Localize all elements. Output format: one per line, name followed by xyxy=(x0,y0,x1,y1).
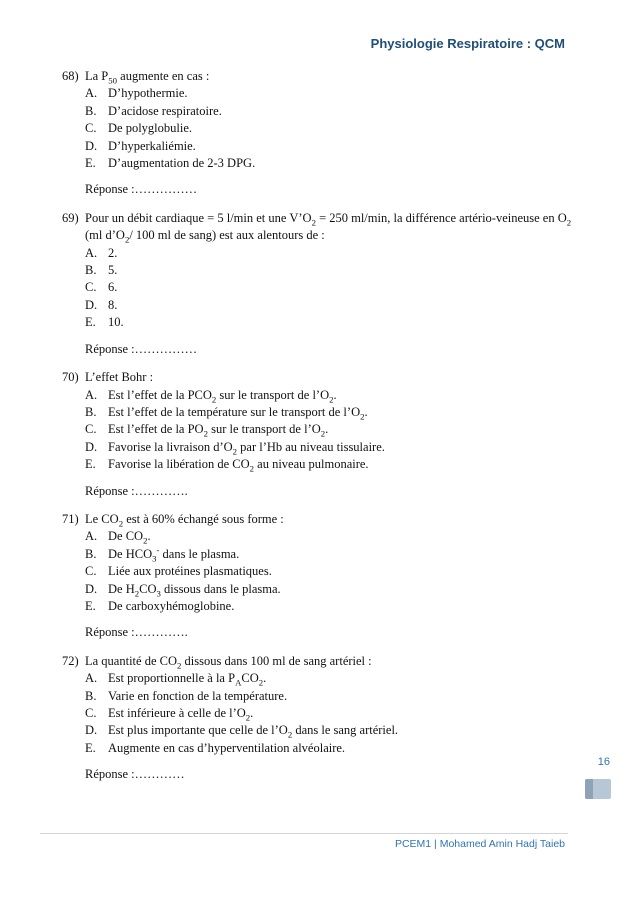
question-text: L’effet Bohr : xyxy=(85,370,154,385)
option-text: 8. xyxy=(108,297,118,312)
answer-option xyxy=(62,120,582,137)
answer-option xyxy=(62,85,582,102)
question-stem xyxy=(62,369,582,386)
option-text: Augmente en cas d’hyperventilation alvéolaire. xyxy=(108,740,346,755)
question-text: La $P_{50}$ augmente en cas : xyxy=(85,69,210,86)
question-number: 68) xyxy=(62,69,79,83)
question-stem xyxy=(62,210,582,245)
option-letter: D. xyxy=(85,581,98,596)
question-text: Le $CO_2$ est à 60% échangé sous forme : xyxy=(85,511,284,529)
option-letter: B. xyxy=(85,263,97,278)
option-text: Est plus importante que celle de $l’O_2$ dans le sang artériel. xyxy=(108,723,399,740)
answer-option xyxy=(62,722,582,739)
option-letter: E. xyxy=(85,315,96,330)
option-text: Est l’effet de la $PO_2$ sur le transport de $l’O_2$. xyxy=(108,422,329,439)
answer-option xyxy=(62,705,582,722)
answer-option xyxy=(62,439,582,456)
answer-option xyxy=(62,546,582,563)
option-letter: A. xyxy=(85,86,98,101)
answer-option xyxy=(62,314,582,331)
answer-option xyxy=(62,404,582,421)
option-text: De $H_2CO_3$ dissous dans le plasma. xyxy=(108,581,281,599)
question-number: 71) xyxy=(62,511,79,526)
answer-line: Réponse :…………. xyxy=(85,483,188,498)
question-text: Pour un débit cardiaque = 5 l/min et une $V’O_2 = 250$ ml/min, la différence artério-veineuse en $O_2$ (ml $d’O_2/$ 100 ml de sang) est aux alentours de : xyxy=(85,210,572,245)
option-letter: B. xyxy=(85,404,97,419)
option-text: D’hyperkaliémie. xyxy=(108,138,196,153)
option-letter: A. xyxy=(85,245,98,260)
question-block xyxy=(62,68,582,199)
answer-option xyxy=(62,297,582,314)
answer-line: Réponse :…………… xyxy=(85,182,198,197)
question-stem xyxy=(62,653,582,670)
answer-option xyxy=(62,670,582,687)
question-block xyxy=(62,210,582,358)
answer-option xyxy=(62,688,582,705)
option-text: De $CO_2$. xyxy=(108,529,151,546)
option-letter: C. xyxy=(85,422,97,437)
option-letter: E. xyxy=(85,457,96,472)
answer-option xyxy=(62,103,582,120)
option-text: 10. xyxy=(108,315,124,330)
option-letter: A. xyxy=(85,671,98,686)
option-text: Est l’effet de la température sur le transport de $l’O_2$. xyxy=(108,404,368,422)
option-letter: B. xyxy=(85,103,97,118)
questions-list xyxy=(62,68,582,795)
option-letter: C. xyxy=(85,280,97,295)
option-letter: A. xyxy=(85,529,98,544)
answer-option xyxy=(62,581,582,598)
option-text: 6. xyxy=(108,280,118,295)
option-letter: C. xyxy=(85,706,97,720)
option-text: D’hypothermie. xyxy=(108,86,188,101)
answer-option xyxy=(62,155,582,172)
page-tab-fold-decoration xyxy=(585,779,593,799)
question-block xyxy=(62,511,582,642)
option-letter: E. xyxy=(85,740,96,755)
answer-option xyxy=(62,456,582,473)
answer-option xyxy=(62,387,582,404)
option-text: Favorise la livraison $d’O_2$ par l’Hb au niveau tissulaire. xyxy=(108,439,385,457)
option-text: D’acidose respiratoire. xyxy=(108,103,222,118)
answer-option xyxy=(62,421,582,438)
question-number: 72) xyxy=(62,653,79,668)
answer-option xyxy=(62,528,582,545)
question-block xyxy=(62,369,582,500)
page-header-title: Physiologie Respiratoire : QCM xyxy=(370,36,565,51)
option-text: De $HCO_3^-$ dans le plasma. xyxy=(108,544,240,564)
option-letter: A. xyxy=(85,387,98,402)
question-number: 69) xyxy=(62,210,79,225)
answer-option xyxy=(62,598,582,615)
option-letter: D. xyxy=(85,723,98,738)
answer-line: Réponse :…………… xyxy=(85,341,198,356)
option-text: D’augmentation de 2-3 DPG. xyxy=(108,156,256,171)
option-text: 2. xyxy=(108,245,118,260)
option-text: Varie en fonction de la température. xyxy=(108,688,288,703)
question-block xyxy=(62,653,582,784)
answer-option xyxy=(62,138,582,155)
answer-line: Réponse :………… xyxy=(85,767,185,782)
option-letter: E. xyxy=(85,598,96,613)
option-letter: D. xyxy=(85,439,98,454)
answer-option xyxy=(62,245,582,262)
option-text: De polyglobulie. xyxy=(108,121,193,136)
footer-text: PCEM1 | Mohamed Amin Hadj Taieb xyxy=(394,838,565,850)
option-text: Liée aux protéines plasmatiques. xyxy=(108,564,272,579)
question-number: 70) xyxy=(62,370,79,385)
question-stem xyxy=(62,68,582,85)
option-text: Est l’effet de la $PCO_2$ sur le transport de $l’O_2$. xyxy=(108,387,337,404)
question-stem xyxy=(62,511,582,528)
option-letter: D. xyxy=(85,138,98,153)
question-text: La quantité de $CO_2$ dissous dans 100 ml de sang artériel : xyxy=(85,653,372,671)
option-text: 5. xyxy=(108,263,118,278)
option-letter: C. xyxy=(85,564,97,579)
footer-divider xyxy=(40,833,568,834)
option-text: Est proportionnelle à la $P_ACO_2$. xyxy=(108,671,267,688)
answer-line: Réponse :…………. xyxy=(85,625,188,640)
answer-option xyxy=(62,262,582,279)
answer-option xyxy=(62,740,582,757)
option-text: Favorise la libération de $CO_2$ au niveau pulmonaire. xyxy=(108,457,369,474)
page-number: 16 xyxy=(597,756,610,768)
option-letter: B. xyxy=(85,546,97,561)
option-text: De carboxyhémoglobine. xyxy=(108,598,235,613)
option-letter: B. xyxy=(85,688,97,703)
answer-option xyxy=(62,279,582,296)
answer-option xyxy=(62,563,582,580)
option-text: Est inférieure à celle de $l’O_2$. xyxy=(108,706,254,723)
option-letter: D. xyxy=(85,297,98,312)
option-letter: E. xyxy=(85,156,96,171)
option-letter: C. xyxy=(85,121,97,136)
